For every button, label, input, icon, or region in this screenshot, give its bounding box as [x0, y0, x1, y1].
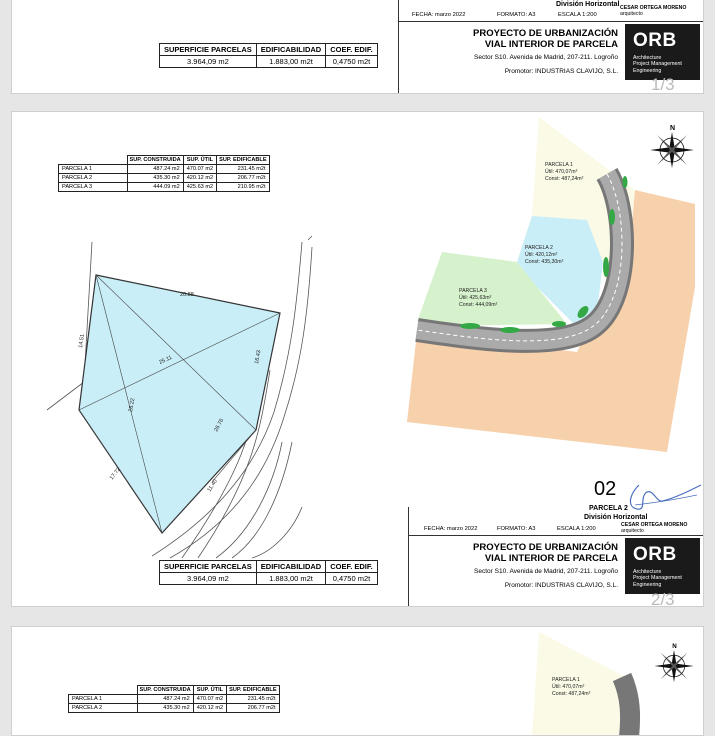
parcel-2-polygon: [79, 275, 280, 533]
tree-icon: [623, 176, 628, 188]
logo-1: [625, 24, 700, 80]
parcel-table-3: SUP. CONSTRUIDA SUP. ÚTIL SUP. EDIFICABLE PARCELA 1 487.24 m2 470.07 m2 231.45 m2t PARCELA 2 435.30 m2 420.12 m2 206.77 m2t: [68, 685, 280, 713]
parcel-drawing: [12, 112, 407, 607]
dim-label: 28.22: [128, 397, 137, 413]
fecha: FECHA: marzo 2022: [424, 526, 478, 532]
plan-subtitle-1: División Horizontal: [556, 1, 620, 8]
svg-text:Útil: 425,63m²: Útil: 425,63m²: [459, 295, 492, 301]
areas-table-1: [159, 43, 378, 68]
tree-icon: [603, 257, 609, 277]
svg-text:Útil: 420,12m²: Útil: 420,12m²: [525, 252, 558, 258]
dim-label: 17.72: [108, 466, 123, 482]
logo: [625, 538, 700, 594]
dim-label: 26.76: [213, 417, 226, 433]
dim-label: 11.40: [206, 478, 219, 494]
address: Sector S10. Avenida de Madrid, 207-211. Logroño: [474, 568, 618, 575]
plan-name: PARCELA 2: [589, 505, 628, 512]
promotor: Promotor: INDUSTRIAS CLAVIJO, S.L.: [504, 582, 618, 589]
logo-text: Architecture Project Management Engineering: [633, 55, 682, 74]
signature-icon: [617, 477, 702, 522]
page-number-2: 2/3: [651, 590, 675, 607]
project-title-1b: VIAL INTERIOR DE PARCELA: [484, 39, 618, 50]
svg-text:PARCELA 2: PARCELA 2: [525, 245, 553, 251]
logo-brand: ORB: [633, 544, 677, 565]
header-coef: COEF. EDIF.: [326, 44, 378, 56]
plan-sheet-1: [11, 0, 704, 94]
dim-label: 16.43: [254, 349, 263, 365]
compass-icon: [649, 641, 699, 691]
formato: FORMATO: A3: [497, 12, 536, 18]
architect-role-1: arquitecto: [620, 11, 643, 17]
dim-label: 25.11: [158, 354, 174, 366]
project-title-1a: PROYECTO DE URBANIZACIÓN: [473, 28, 618, 39]
svg-text:PARCELA 1: PARCELA 1: [545, 162, 573, 168]
dim-label: 14.51: [78, 333, 86, 349]
logo-brand: ORB: [633, 30, 677, 51]
formato: FORMATO: A3: [497, 526, 536, 532]
tree-icon: [500, 327, 520, 333]
project-title-line2: VIAL INTERIOR DE PARCELA: [484, 553, 618, 564]
value-superficie: 3.964,09 m2: [160, 56, 257, 68]
value-coef: 0,4750 m2t: [326, 56, 378, 68]
svg-text:Const: 444,09m²: Const: 444,09m²: [459, 302, 498, 308]
table-row: PARCELA 3 444.09 m2 425.63 m2 210.95 m2t: [59, 183, 270, 192]
plan-number: 02: [594, 478, 617, 500]
areas-table-2: SUPERFICIE PARCELAS EDIFICABILIDAD COEF. EDIF. 3.964,09 m2 1.883,00 m2t 0,4750 m2t: [159, 560, 378, 585]
svg-text:Útil: 470,07m²: Útil: 470,07m²: [545, 169, 578, 175]
page-number-1: 1/3: [651, 75, 675, 94]
svg-text:N: N: [670, 125, 676, 132]
value-edificabilidad: 1.883,00 m2t: [256, 56, 325, 68]
table-row: PARCELA 2 435.30 m2 420.12 m2 206.77 m2t: [59, 174, 270, 183]
svg-text:Const: 435,30m²: Const: 435,30m²: [525, 259, 564, 265]
plan-subtitle: División Horizontal: [584, 514, 648, 521]
header-sup-construida: SUP. CONSTRUIDA: [127, 156, 183, 165]
svg-text:Útil: 470,07m²: Útil: 470,07m²: [552, 684, 585, 690]
header-sup-edificable: SUP. EDIFICABLE: [217, 156, 269, 165]
project-title-line1: PROYECTO DE URBANIZACIÓN: [473, 542, 618, 553]
svg-text:PARCELA 3: PARCELA 3: [459, 288, 487, 294]
header-edificabilidad: EDIFICABILIDAD: [256, 44, 325, 56]
tree-icon: [552, 321, 566, 327]
escala: ESCALA 1:200: [558, 12, 597, 18]
dim-label: 20.88: [180, 292, 194, 298]
header-sup-util: SUP. ÚTIL: [183, 156, 216, 165]
svg-text:Const: 487,24m²: Const: 487,24m²: [545, 176, 584, 182]
tree-icon: [460, 323, 480, 329]
table-row: PARCELA 1 487.24 m2 470.07 m2 231.45 m2t: [59, 165, 270, 174]
escala: ESCALA 1:200: [557, 526, 596, 532]
promotor-1: Promotor: INDUSTRIAS CLAVIJO, S.L.: [504, 68, 618, 75]
fecha: FECHA: marzo 2022: [412, 12, 466, 18]
plan-sheet-2: [11, 111, 704, 607]
header-superficie: SUPERFICIE PARCELAS: [160, 44, 257, 56]
tree-icon: [609, 209, 615, 225]
architect: CESAR ORTEGA MORENO: [621, 522, 688, 528]
table-row: PARCELA 1 487.24 m2 470.07 m2 231.45 m2t: [69, 695, 280, 704]
svg-text:PARCELA 1: PARCELA 1: [552, 677, 580, 683]
compass-icon: [644, 122, 700, 178]
logo-text: Architecture Project Management Engineering: [633, 569, 682, 588]
architect-1: CESAR ORTEGA MORENO: [620, 5, 687, 11]
address-1: Sector S10. Avenida de Madrid, 207-211. Logroño: [474, 54, 618, 61]
architect-role: arquitecto: [621, 528, 644, 534]
table-row: PARCELA 2 435.30 m2 420.12 m2 206.77 m2t: [69, 704, 280, 713]
svg-text:Const: 487,24m²: Const: 487,24m²: [552, 691, 591, 697]
svg-text:N: N: [672, 643, 677, 651]
